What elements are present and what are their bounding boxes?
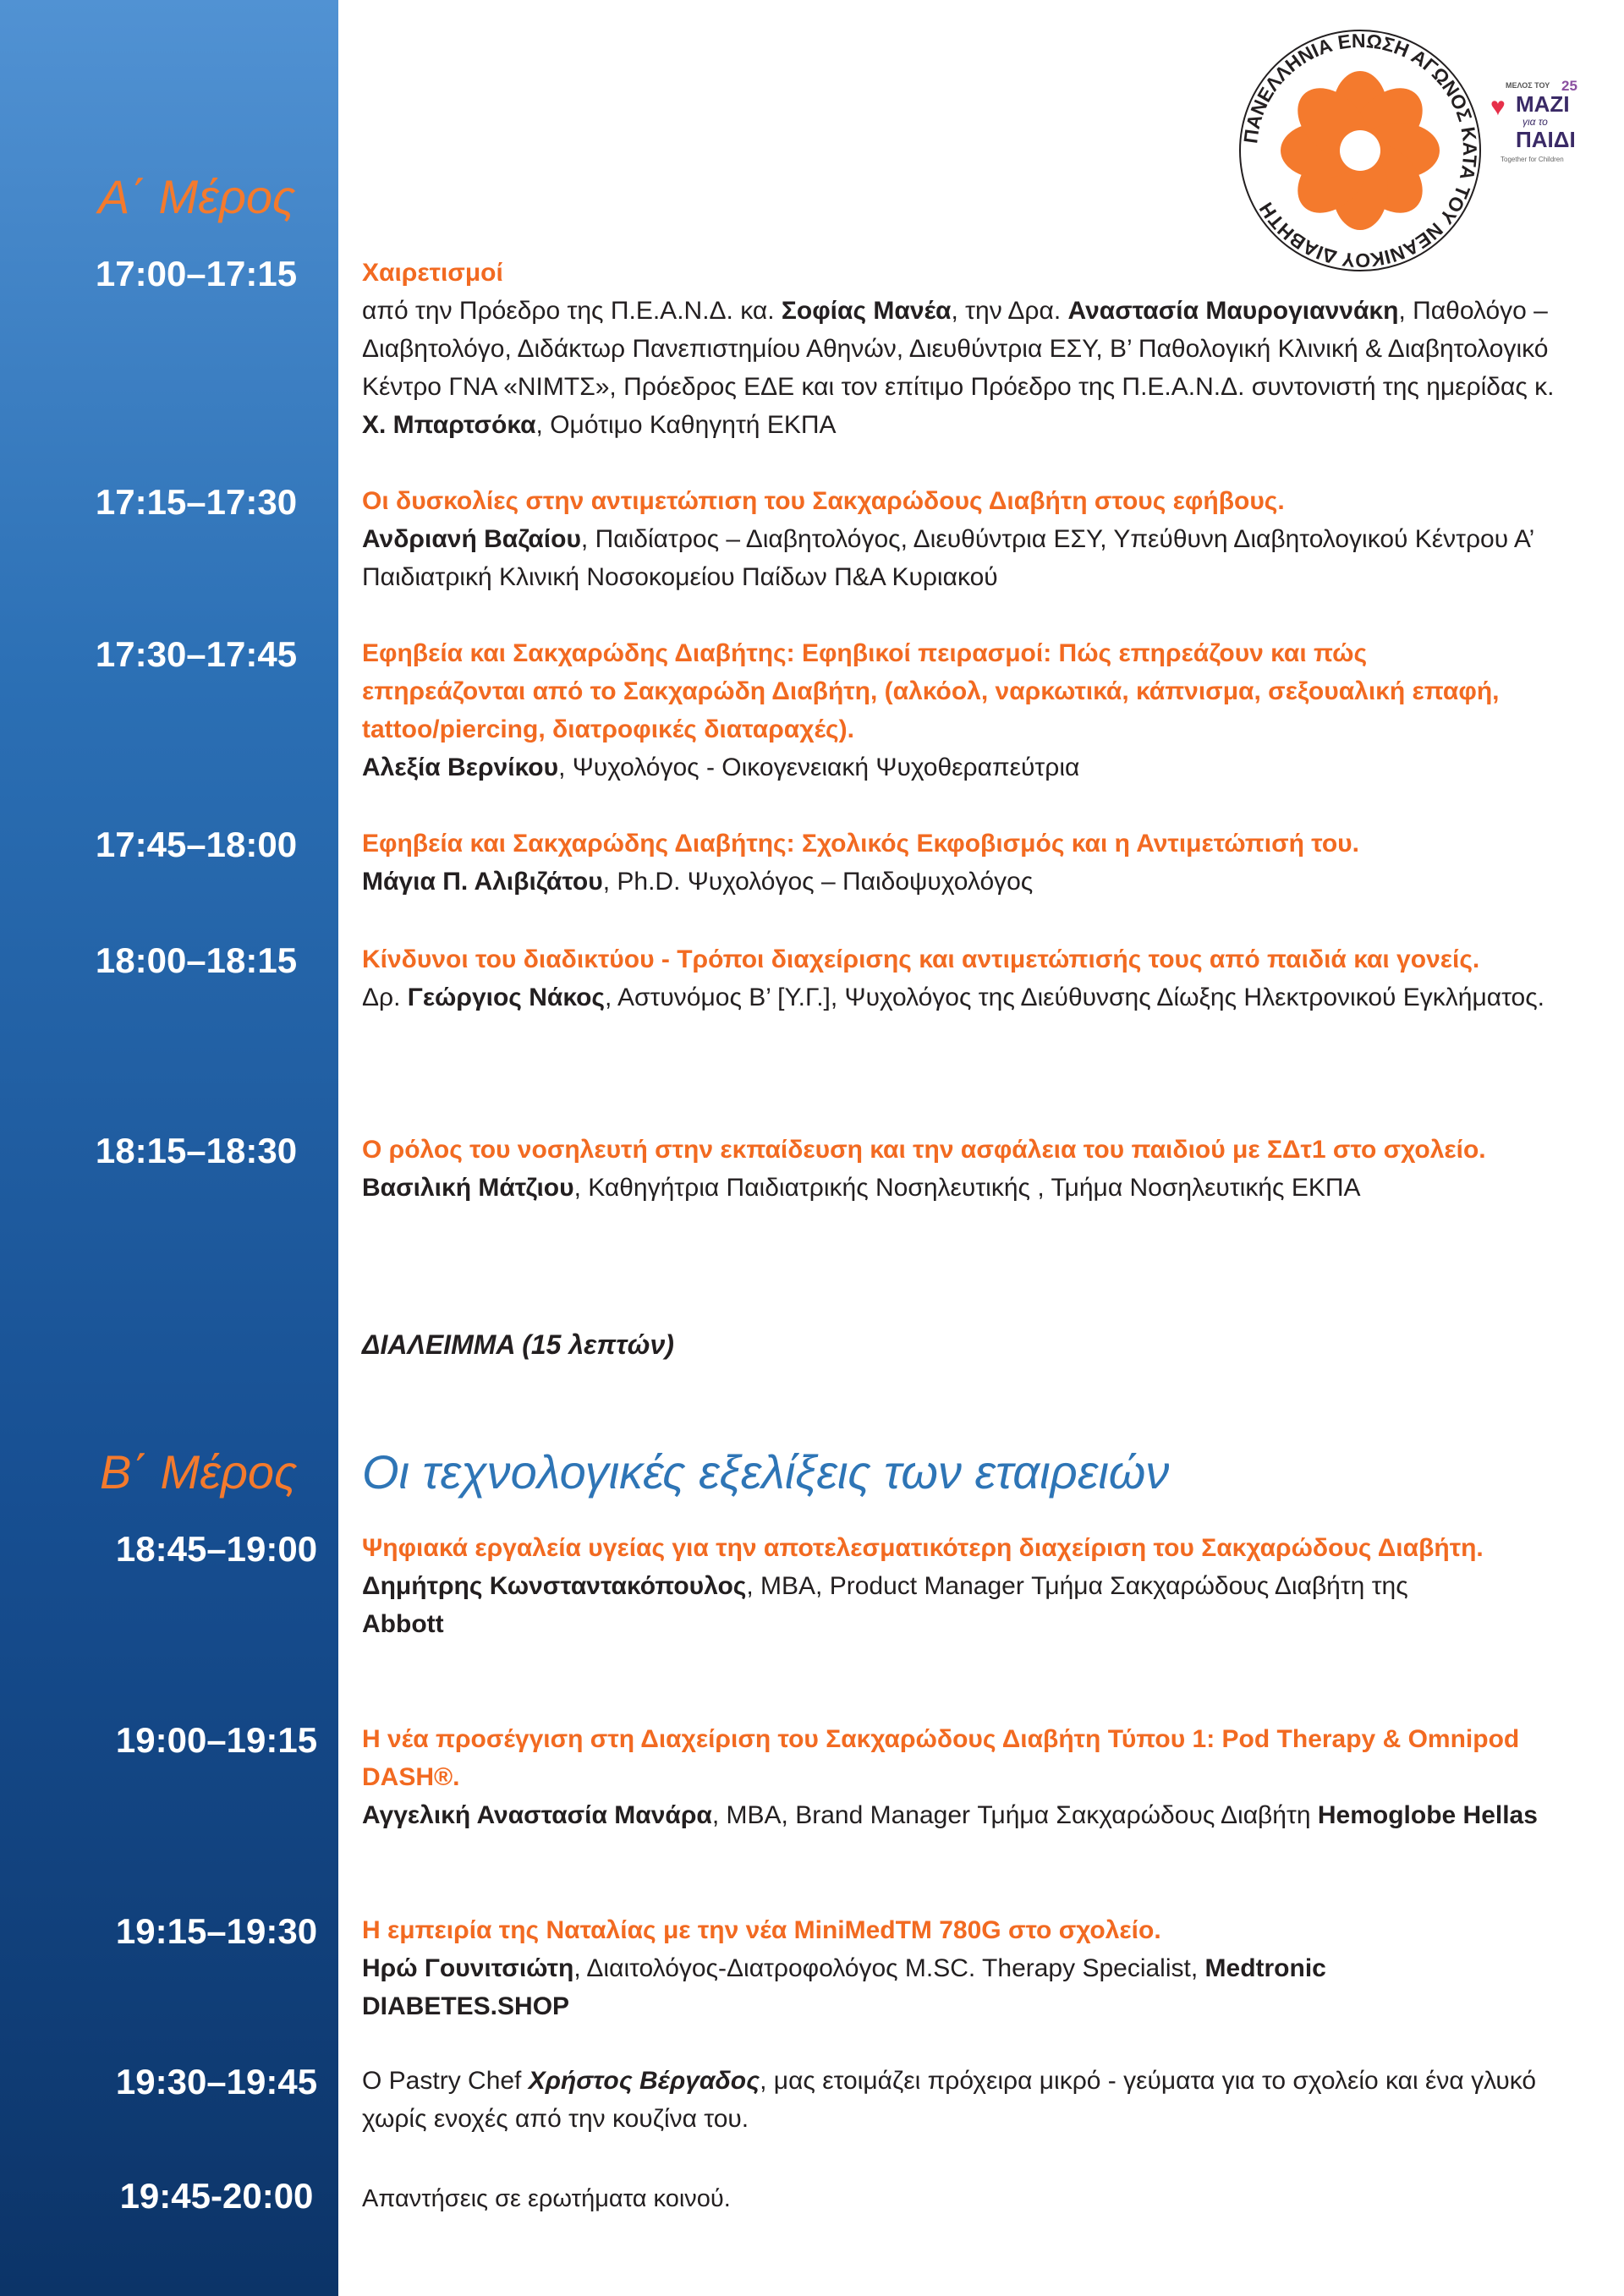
speaker-info: , MBA, Brand Manager Τμήμα Σακχαρώδους Διαβήτη — [711, 1801, 1318, 1829]
session-entry — [362, 825, 1563, 901]
heart-icon: ♥ — [1490, 93, 1506, 121]
part-b-subtitle: Οι τεχνολογικές εξελίξεις των εταιρειών — [362, 1445, 1170, 1499]
speaker-name: Ανδριανή Βαζαίου — [362, 525, 581, 553]
session-time: 17:15–17:30 — [95, 482, 298, 522]
speaker-name: Αναστασία Μαυρογιαννάκη — [1067, 297, 1399, 325]
session-time: 17:00–17:15 — [95, 254, 298, 293]
session-title: Οι δυσκολίες στην αντιμετώπιση του Σακχαρώδους Διαβήτη στους εφήβους. — [362, 487, 1285, 515]
part-b-title: Β΄ Μέρος — [100, 1445, 298, 1499]
partner-logo-top: ΜΕΛΟΣ ΤΟΥ — [1506, 81, 1550, 90]
speaker-info: , Ψυχολόγος - Οικογενειακή Ψυχοθεραπεύτρια — [558, 753, 1080, 781]
session-title: Ο ρόλος του νοσηλευτή στην εκπαίδευση και την ασφάλεια του παιδιού με ΣΔτ1 στο σχολείο. — [362, 1136, 1486, 1164]
speaker-info: , MBA, Product Manager Τμήμα Σακχαρώδους Διαβήτη της — [746, 1572, 1408, 1600]
speaker-name: Δημήτρης Κωνσταντακόπουλος — [362, 1572, 747, 1600]
session-title: Ψηφιακά εργαλεία υγείας για την αποτελεσματικότερη διαχείριση του Σακχαρώδους Διαβήτη. — [362, 1534, 1484, 1562]
session-time: 18:45–19:00 — [115, 1529, 318, 1569]
session-entry — [362, 940, 1563, 1016]
speaker-info: , Διαιτολόγος-Διατροφολόγος M.SC. Therapy Specialist, — [573, 1954, 1205, 1982]
session-time: 19:45-20:00 — [119, 2176, 314, 2216]
speaker-info: , Καθηγήτρια Παιδιατρικής Νοσηλευτικής , Τμήμα Νοσηλευτικής ΕΚΠΑ — [573, 1174, 1361, 1202]
session-entry — [362, 482, 1563, 596]
speaker-info: , Ph.D. Ψυχολόγος – Παιδοψυχολόγος — [602, 868, 1034, 896]
speaker-name: Χρήστος Βέργαδος — [528, 2067, 760, 2095]
partner-logo — [1490, 78, 1592, 179]
speaker-info: , Αστυνόμος Β’ [Υ.Γ.], Ψυχολόγος της Διεύθυνσης Δίωξης Ηλεκτρονικού Εγκλήματος. — [605, 984, 1544, 1011]
session-title: Η εμπειρία της Ναταλίας με την νέα MiniMedTM 780G στο σχολείο. — [362, 1916, 1161, 1944]
speaker-info: , μας ετοιμάζει πρόχειρα μικρό - γεύματα για το σχολείο και ένα γλυκό χωρίς ενοχές από την κουζίνα του. — [362, 2067, 1537, 2133]
session-time: 19:15–19:30 — [115, 1911, 318, 1951]
company-name: Abbott — [362, 1610, 444, 1638]
session-title: Εφηβεία και Σακχαρώδης Διαβήτης: Σχολικός Εκφοβισμός και η Αντιμετώπισή του. — [362, 830, 1359, 858]
session-time: 17:45–18:00 — [95, 825, 298, 864]
session-title: Κίνδυνοι του διαδικτύου - Τρόποι διαχείρισης και αντιμετώπισής τους από παιδιά και γονείς. — [362, 945, 1480, 973]
session-entry — [362, 1911, 1462, 2025]
partner-logo-years: 25 — [1561, 78, 1577, 94]
session-time: 19:00–19:15 — [115, 1720, 318, 1760]
speaker-name: Χ. Μπαρτσόκα — [362, 411, 536, 439]
session-title: Εφηβεία και Σακχαρώδης Διαβήτης: Εφηβικοί πειρασμοί: Πώς επηρεάζουν και πώς επηρεάζονται από το Σακχαρώδη Διαβήτη, (αλκόολ, ναρκωτικά, κάπνισμα, σεξουαλική επαφή, tattoo/piercing, διατροφικές διαταραχές). — [362, 639, 1500, 743]
speaker-name: Γεώργιος Νάκος — [407, 984, 605, 1011]
part-a-title: Α΄ Μέρος — [98, 170, 296, 223]
company-name: Hemoglobe Hellas — [1317, 1801, 1538, 1829]
session-time: 18:15–18:30 — [95, 1131, 298, 1170]
logo-ring-text: ΠΑΝΕΛΛΗΝΙΑ ΕΝΩΣΗ ΑΓΩΝΟΣ ΚΑΤΑ ΤΟΥ ΝΕΑΝΙΚΟΥ ΔΙΑΒΗΤΗ — [1239, 29, 1482, 272]
session-text: από την Πρόεδρο της Π.Ε.Α.Ν.Δ. κα. — [362, 297, 782, 325]
session-entry — [362, 1529, 1495, 1643]
partner-logo-name3: ΠΑΙΔΙ — [1516, 127, 1576, 152]
speaker-name: Σοφίας Μανέα — [781, 297, 952, 325]
session-entry — [362, 254, 1563, 444]
speaker-info: , Παιδίατρος – Διαβητολόγος, Διευθύντρια ΕΣΥ, Υπεύθυνη Διαβητολογικού Κέντρου Α’ Παιδιατρική Κλινική Νοσοκομείου Παίδων Π&Α Κυριακού — [362, 525, 1534, 591]
session-text: Απαντήσεις σε ερωτήματα κοινού. — [362, 2185, 731, 2212]
speaker-name: Αλεξία Βερνίκου — [362, 753, 559, 781]
company-name: Medtronic DIABETES.SHOP — [362, 1954, 1326, 2020]
flower-center — [1340, 130, 1380, 171]
session-entry — [362, 2180, 1563, 2218]
partner-logo-name1: ΜΑΖΙ — [1516, 91, 1570, 117]
session-entry — [362, 634, 1529, 786]
session-title: Χαιρετισμοί — [362, 259, 503, 287]
partner-logo-name2: για το — [1522, 116, 1548, 128]
session-entry — [362, 1720, 1563, 1834]
session-entry — [362, 2062, 1563, 2138]
session-time: 19:30–19:45 — [115, 2062, 318, 2101]
speaker-prefix: Ο Pastry Chef — [362, 2067, 529, 2095]
speaker-name: Μάγια Π. Αλιβιζάτου — [362, 868, 603, 896]
session-time: 17:30–17:45 — [95, 634, 298, 674]
partner-logo-tagline: Together for Children — [1501, 156, 1564, 163]
session-text: , Παθολόγο – Διαβητολόγο, Διδάκτωρ Πανεπιστημίου Αθηνών, Διευθύντρια ΕΣΥ, Β’ Παθολογική Κλινική & Διαβητολογικό Κέντρο ΓΝΑ «ΝΙΜΤΣ», Πρόεδρος ΕΔΕ και τον επίτιμο Πρόεδρο της Π.Ε.Α.Ν.Δ. συντονιστή της ημερίδας κ. — [362, 297, 1555, 401]
speaker-prefix: Δρ. — [362, 984, 408, 1011]
speaker-name: Αγγελική Αναστασία Μανάρα — [362, 1801, 712, 1829]
session-title: Η νέα προσέγγιση στη Διαχείριση του Σακχαρώδους Διαβήτη Τύπου 1: Pod Therapy & Omnipod DASH®. — [362, 1725, 1520, 1791]
association-logo — [1233, 24, 1487, 277]
speaker-name: Ηρώ Γουνιτσιώτη — [362, 1954, 574, 1982]
speaker-name: Βασιλική Μάτζιου — [362, 1174, 574, 1202]
session-entry — [362, 1131, 1563, 1207]
break-label: ΔΙΑΛΕΙΜΜΑ (15 λεπτών) — [362, 1329, 674, 1360]
session-text: , την Δρα. — [951, 297, 1068, 325]
session-time: 18:00–18:15 — [95, 940, 298, 980]
session-text: , Ομότιμο Καθηγητή ΕΚΠΑ — [535, 411, 837, 439]
